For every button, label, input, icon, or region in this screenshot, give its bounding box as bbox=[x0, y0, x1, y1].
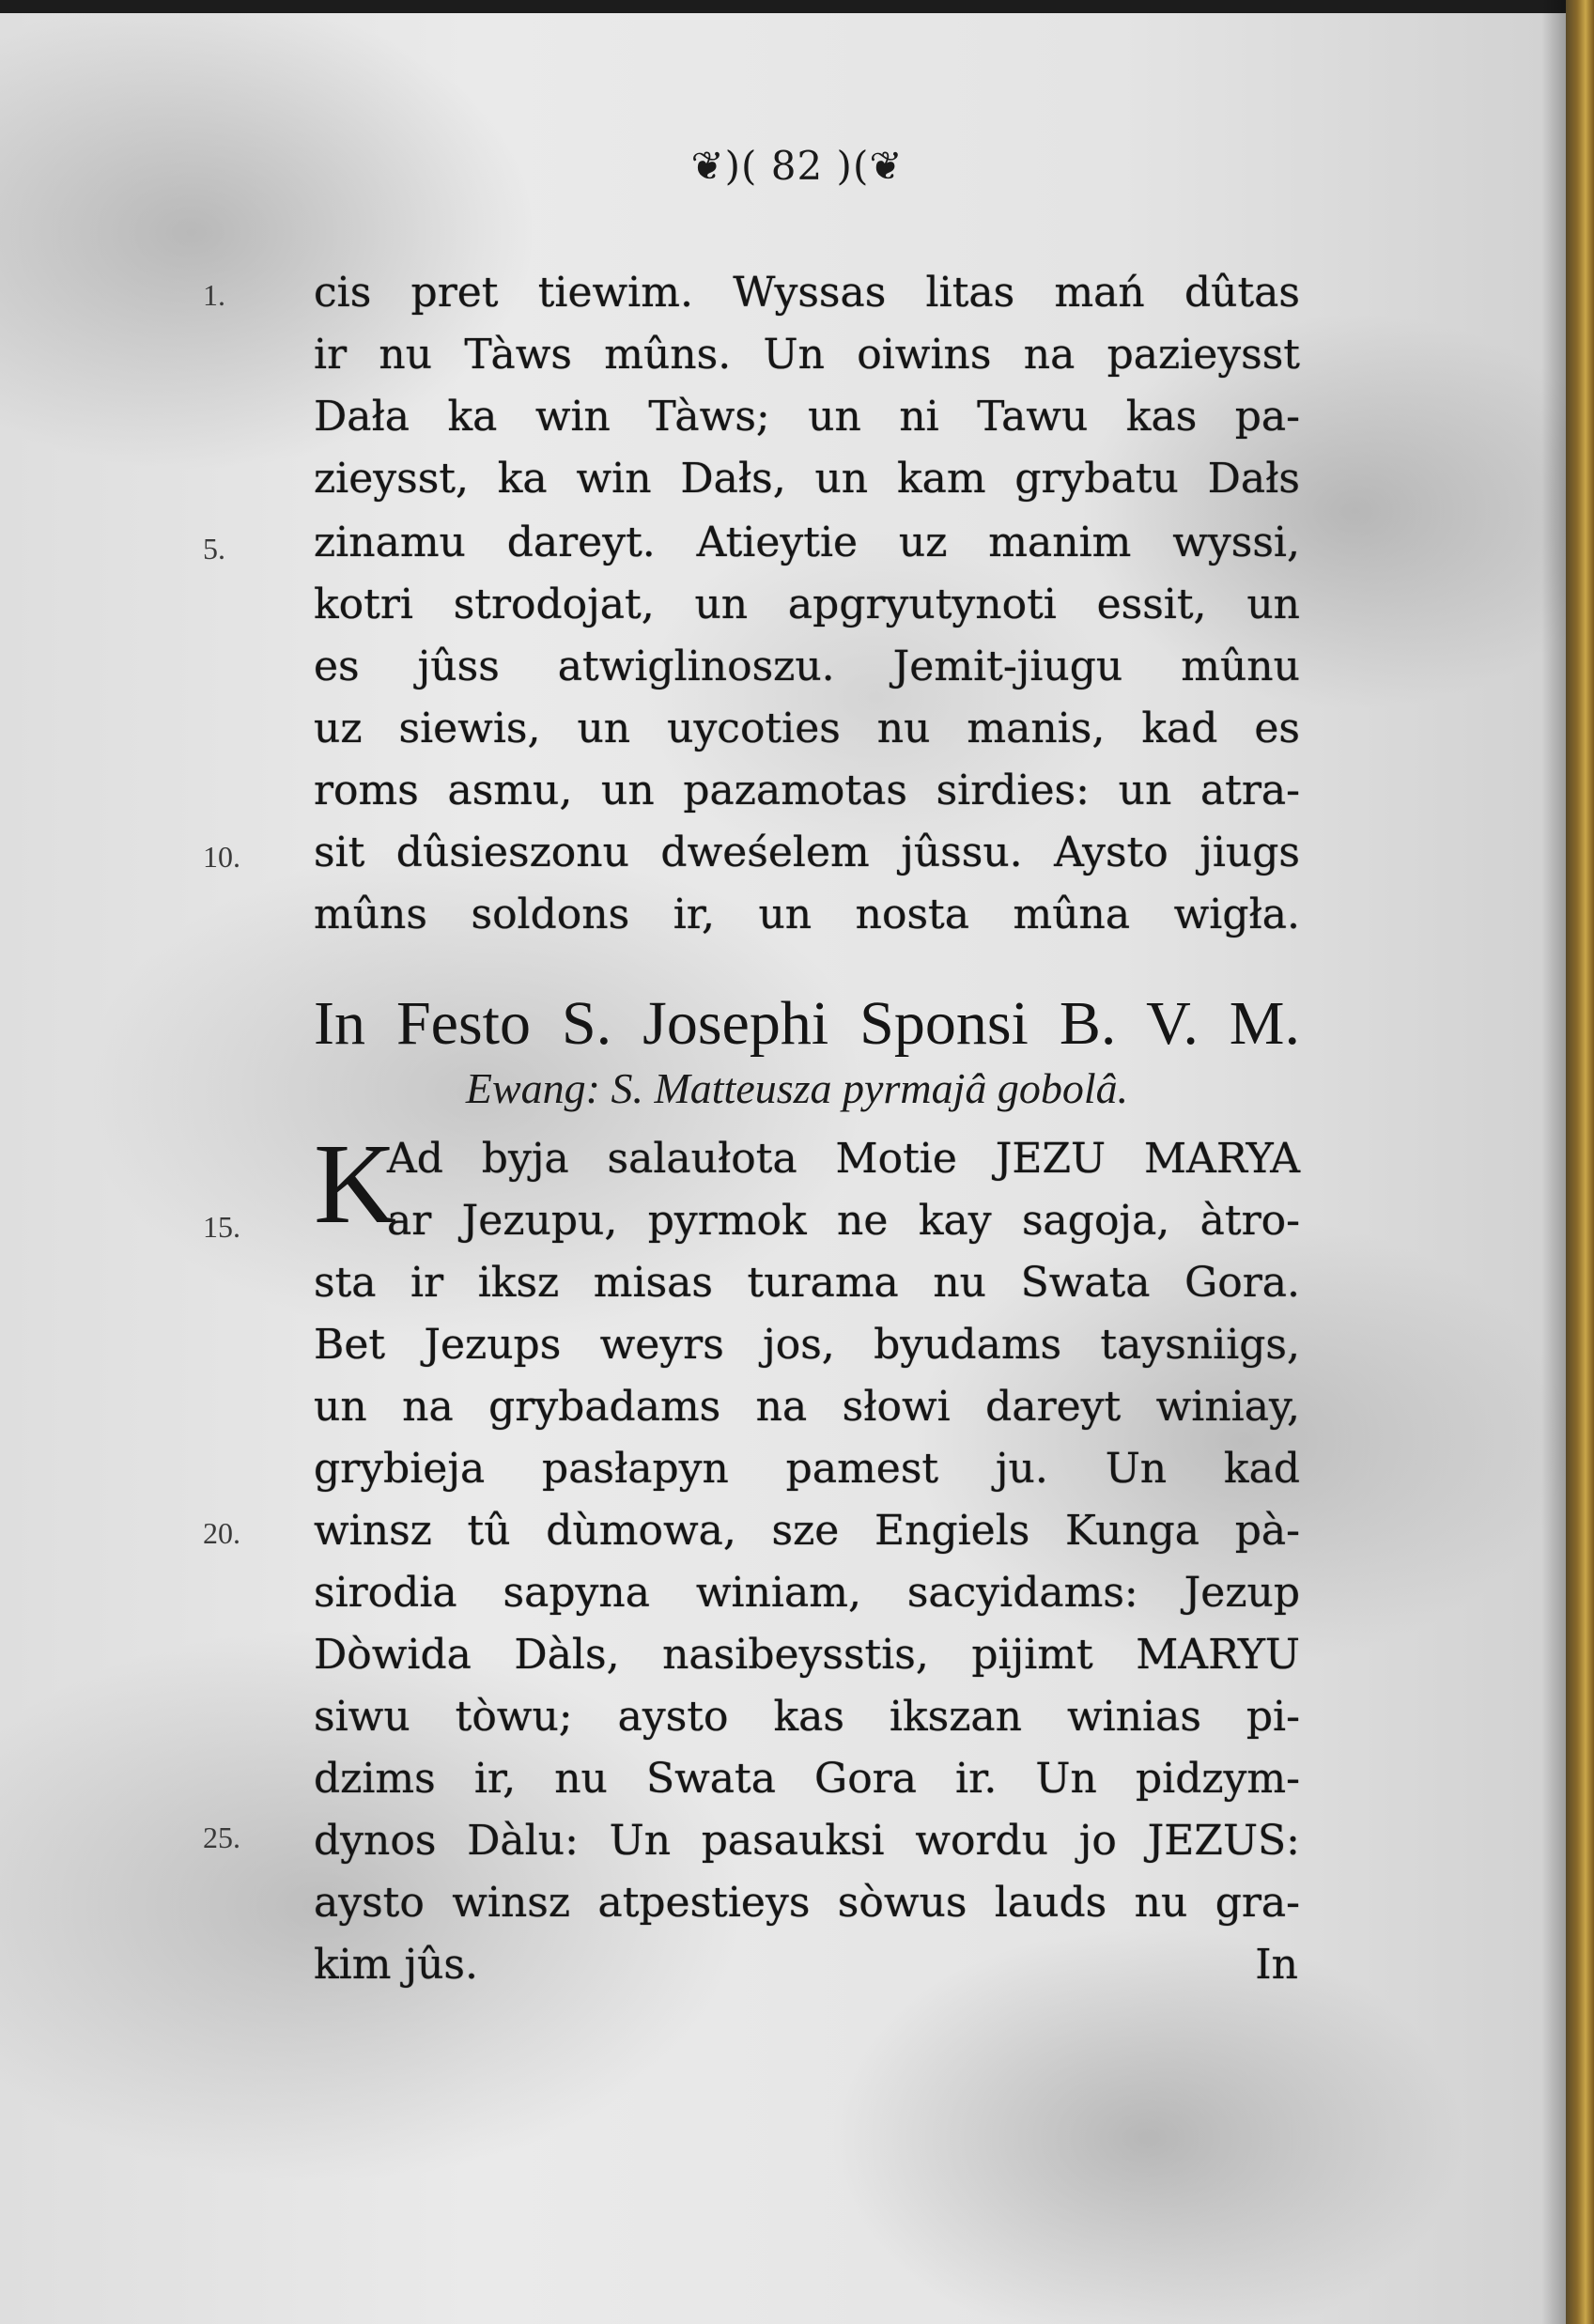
line-number-20: 20. bbox=[203, 1516, 240, 1550]
text-line: zieysst, ka win Dałs, un kam grybatu Dałs bbox=[314, 455, 1300, 503]
section-subtitle: Ewang: S. Matteusza pyrmajâ gobolâ. bbox=[465, 1064, 1129, 1112]
text-line: dzims ir, nu Swata Gora ir. Un pidzym- bbox=[314, 1755, 1300, 1803]
text-line: winsz tû dùmowa, sze Engiels Kunga pà- bbox=[314, 1507, 1300, 1555]
page-header: ❦)( 82 )(❦ bbox=[690, 143, 904, 189]
text-line: Dała ka win Tàws; un ni Tawu kas pa- bbox=[314, 393, 1300, 441]
text-line: Bet Jezups weyrs jos, byudams taysniigs, bbox=[314, 1321, 1300, 1369]
text-line: aysto winsz atpestieys sòwus lauds nu gra- bbox=[314, 1879, 1300, 1927]
line-number-5: 5. bbox=[203, 532, 225, 566]
line-number-1: 1. bbox=[203, 278, 225, 312]
line-number-10: 10. bbox=[203, 840, 240, 874]
text-line: cis pret tiewim. Wyssas litas mań dûtas bbox=[314, 269, 1300, 317]
text-line: grybieja pasłapyn pamest ju. Un kad bbox=[314, 1445, 1300, 1493]
page-top-edge bbox=[0, 0, 1594, 13]
text-line: Dòwida Dàls, nasibeysstis, pijimt MARYU bbox=[314, 1631, 1300, 1679]
gutter-shadow bbox=[1541, 0, 1566, 2324]
text-line: uz siewis, un uycoties nu manis, kad es bbox=[314, 705, 1300, 752]
text-line: mûns soldons ir, un nosta mûna wigła. bbox=[314, 891, 1300, 938]
line-number-15: 15. bbox=[203, 1210, 240, 1244]
text-line: roms asmu, un pazamotas sirdies: un atra- bbox=[314, 767, 1300, 814]
section-title: In Festo S. Josephi Sponsi B. V. M. bbox=[314, 989, 1300, 1058]
text-line: sta ir iksz misas turama nu Swata Gora. bbox=[314, 1259, 1300, 1307]
text-line: ir nu Tàws mûns. Un oiwins na pazieysst bbox=[314, 331, 1300, 379]
text-line: zinamu dareyt. Atieytie uz manim wyssi, bbox=[314, 519, 1300, 566]
text-line: dynos Dàlu: Un pasauksi wordu jo JEZUS: bbox=[314, 1817, 1300, 1865]
text-line: un na grybadams na słowi dareyt winiay, bbox=[314, 1383, 1300, 1431]
drop-cap: K bbox=[314, 1121, 397, 1247]
text-line: sit dûsieszonu dweśelem jûssu. Aysto jiugs bbox=[314, 829, 1300, 876]
text-line: sirodia sapyna winiam, sacyidams: Jezup bbox=[314, 1569, 1300, 1617]
text-line: siwu tòwu; aysto kas ikszan winias pi- bbox=[314, 1693, 1300, 1741]
book-spine-edge bbox=[1566, 0, 1594, 2324]
text-line: kim jûs. bbox=[314, 1941, 478, 1989]
text-line: Ad byja salaułota Motie JEZU MARYA bbox=[387, 1135, 1300, 1183]
line-number-25: 25. bbox=[203, 1820, 240, 1854]
text-line: ar Jezupu, pyrmok ne kay sagoja, àtro- bbox=[387, 1197, 1300, 1245]
text-line: kotri strodojat, un apgryutynoti essit, un bbox=[314, 581, 1300, 628]
text-line: es jûss atwiglinoszu. Jemit-jiugu mûnu bbox=[314, 643, 1300, 690]
catchword: In bbox=[1255, 1941, 1298, 1989]
